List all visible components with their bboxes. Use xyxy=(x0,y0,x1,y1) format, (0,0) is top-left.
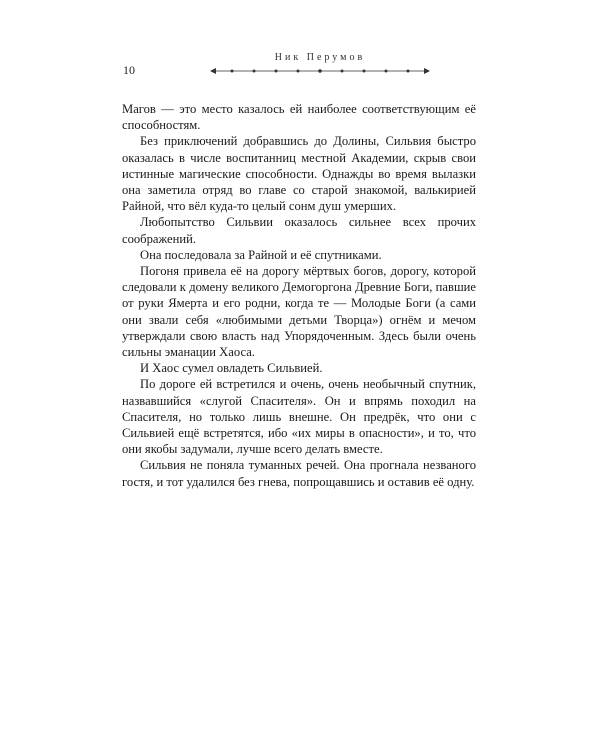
paragraph: Магов — это место казалось ей наиболее соответствующим её способностям. xyxy=(122,102,476,133)
paragraph: Она последовала за Райной и её спутниками. xyxy=(140,247,382,262)
paragraph: Любопытство Сильвии оказалось сильнее всех прочих соображений. xyxy=(122,215,476,246)
paragraph: Погоня привела её на дорогу мёртвых богов, дорогу, которой следовали к домену великого Демогоргона Древние Боги, павшие от руки Ямерта и его родни, когда те — Молодые Боги (а сами они звали себя «любимыми детьми Творца») огнём и мечом утверждали свою власть над Упорядоченным. Здесь были очень сильны эманации Хаоса. xyxy=(122,264,476,360)
body-text xyxy=(122,101,476,490)
header-ornament xyxy=(210,66,430,76)
paragraph: По дороге ей встретился и очень, очень необычный спутник, назвавшийся «слугой Спасителя». Он и впрямь походил на Спасителя, но только лишь внешне. Он предрёк, что они с Сильвией ещё встретятся, ибо «их миры в опасности», и то, что они якобы задумали, лучше всего делать вместе. xyxy=(122,377,476,457)
paragraph: И Хаос сумел овладеть Сильвией. xyxy=(140,361,323,376)
paragraph: Сильвия не поняла туманных речей. Она прогнала незваного гостя, и тот удалился без гнева, попрощавшись и оставив её одну. xyxy=(122,458,476,489)
running-head xyxy=(0,50,600,90)
author-name: Ник Перумов xyxy=(274,52,366,63)
paragraph: Без приключений добравшись до Долины, Сильвия быстро оказалась в числе воспитанниц местной Академии, скрыв свои истинные магические способности. Однажды во время вылазки она заметила отряд во главе со старой знакомой, валькирией Райной, что вёл куда-то целый сонм душ умерших. xyxy=(122,134,476,214)
page-number: 10 xyxy=(123,63,135,77)
